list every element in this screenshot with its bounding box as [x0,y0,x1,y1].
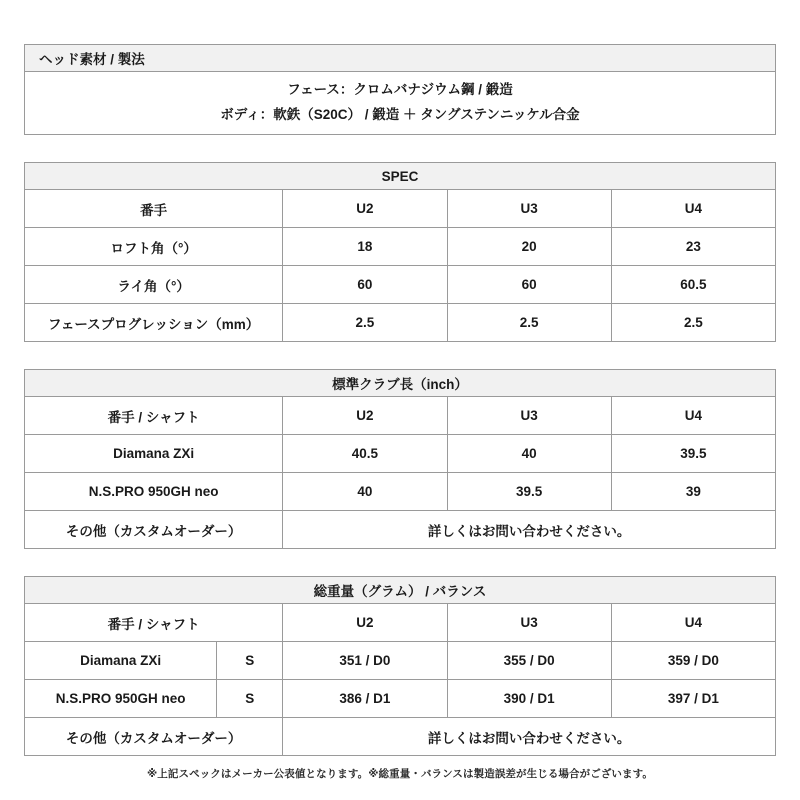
weight-col-header-label: 番手 / シャフト [25,604,283,642]
footnote: ※上記スペックはメーカー公表値となります。※総重量・バランスは製造誤差が生じる場合がございます。 [146,768,653,780]
spec-col-header-u3: U3 [447,190,611,228]
spec-cell: 60 [447,266,611,304]
weight-row-flex: S [217,680,283,718]
table-row [25,511,776,549]
spec-table-title: SPEC [25,163,776,190]
spec-cell: 2.5 [447,304,611,342]
length-col-header-u2: U2 [283,397,447,435]
table-row [25,680,776,718]
weight-cell: 397 / D1 [611,680,775,718]
weight-cell: 386 / D1 [283,680,447,718]
head-material-body [25,72,776,135]
length-cell: 39.5 [447,473,611,511]
spec-col-header-u2: U2 [283,190,447,228]
length-col-header-u3: U3 [447,397,611,435]
length-cell: 39.5 [611,435,775,473]
table-row [25,163,776,190]
length-cell: 40 [283,473,447,511]
length-cell: 39 [611,473,775,511]
table-row [25,304,776,342]
length-custom-value: 詳しくはお問い合わせください。 [283,511,776,549]
length-row-label: N.S.PRO 950GH neo [25,473,283,511]
weight-cell: 355 / D0 [447,642,611,680]
weight-cell: 390 / D1 [447,680,611,718]
weight-cell: 359 / D0 [611,642,775,680]
total-weight-table [24,576,776,756]
club-length-table-title: 標準クラブ長（inch） [25,370,776,397]
spec-cell: 60.5 [611,266,775,304]
club-length-table [24,369,776,549]
spacer [24,549,776,576]
table-row [25,228,776,266]
length-row-label: Diamana ZXi [25,435,283,473]
weight-row-label: N.S.PRO 950GH neo [25,680,217,718]
table-row [25,370,776,397]
weight-custom-label: その他（カスタムオーダー） [25,718,283,756]
weight-row-flex: S [217,642,283,680]
table-row [25,72,776,135]
table-row [25,577,776,604]
head-material-table [24,44,776,135]
spec-table [24,162,776,342]
table-row [25,266,776,304]
spec-cell: 18 [283,228,447,266]
spec-cell: 20 [447,228,611,266]
spec-cell: 2.5 [283,304,447,342]
table-row [25,45,776,72]
spec-cell: 2.5 [611,304,775,342]
table-row [25,718,776,756]
length-cell: 40.5 [283,435,447,473]
spec-row-label: ライ角（°） [25,266,283,304]
table-row [25,435,776,473]
length-col-header-u4: U4 [611,397,775,435]
spec-col-header-label: 番手 [25,190,283,228]
head-material-header: ヘッド素材 / 製法 [25,45,776,72]
length-cell: 40 [447,435,611,473]
spec-col-header-u4: U4 [611,190,775,228]
table-row [25,473,776,511]
material-line-face: フェース：クロムバナジウム鋼 / 鍛造 [287,82,513,98]
table-row [25,397,776,435]
weight-col-header-u4: U4 [611,604,775,642]
weight-custom-value: 詳しくはお問い合わせください。 [283,718,776,756]
table-row [25,604,776,642]
spec-row-label: ロフト角（°） [25,228,283,266]
spec-row-label: フェースプログレッション（mm） [25,304,283,342]
table-row [25,190,776,228]
spec-cell: 60 [283,266,447,304]
length-col-header-label: 番手 / シャフト [25,397,283,435]
weight-row-label: Diamana ZXi [25,642,217,680]
spacer [24,135,776,162]
total-weight-table-title: 総重量（グラム） / バランス [25,577,776,604]
weight-col-header-u3: U3 [447,604,611,642]
table-row [25,642,776,680]
material-line-body: ボディ：軟鉄（S20C） / 鍛造 ＋ タングステンニッケル合金 [220,107,580,122]
weight-col-header-u2: U2 [283,604,447,642]
weight-cell: 351 / D0 [283,642,447,680]
length-custom-label: その他（カスタムオーダー） [25,511,283,549]
spec-cell: 23 [611,228,775,266]
spacer [24,342,776,369]
